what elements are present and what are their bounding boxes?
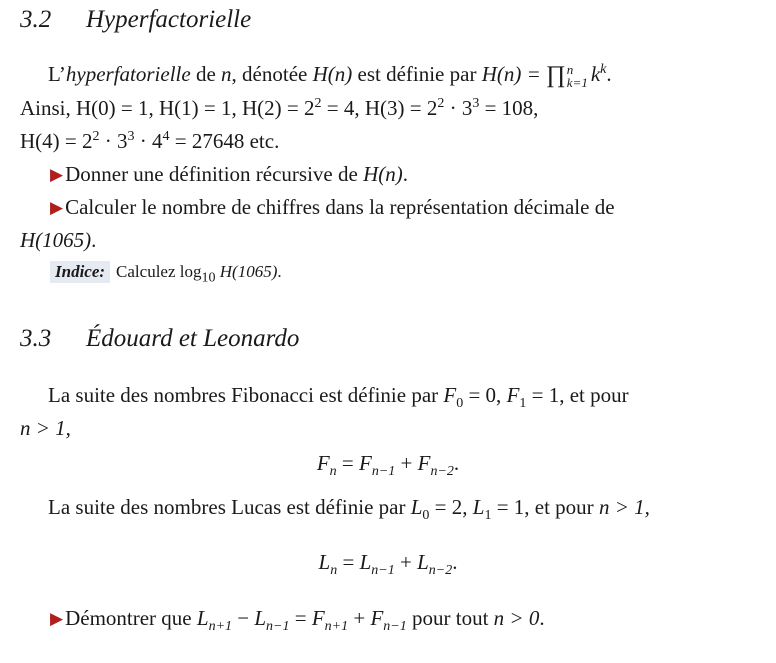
product-symbol: ∏ bbox=[546, 62, 566, 88]
text-fragment: est définie par bbox=[352, 62, 482, 86]
subscript: n−2 bbox=[428, 563, 453, 579]
text-fragment: Calculez log bbox=[116, 262, 202, 281]
exponent: 2 bbox=[437, 96, 445, 111]
text-fragment: . bbox=[606, 62, 612, 86]
product-upper-limit: n bbox=[566, 62, 574, 78]
triangle-bullet-icon: ▶ bbox=[50, 198, 64, 217]
text-fragment: · 4 bbox=[134, 129, 163, 153]
fibonacci-definition-line2 bbox=[20, 414, 71, 442]
math-L: L bbox=[196, 606, 209, 630]
text-fragment: Démontrer que bbox=[65, 606, 197, 630]
text-fragment: = 27648 etc. bbox=[169, 129, 280, 153]
product-term-exponent: k bbox=[600, 62, 607, 77]
subscript: n+1 bbox=[324, 619, 349, 635]
triangle-bullet-icon: ▶ bbox=[50, 609, 64, 628]
subscript: n bbox=[330, 563, 338, 579]
text-fragment: . bbox=[539, 606, 545, 630]
subscript: n−1 bbox=[266, 619, 290, 635]
subscript: n−2 bbox=[430, 464, 454, 480]
subscript: 0 bbox=[456, 396, 464, 412]
text-fragment: · 3 bbox=[99, 129, 128, 153]
section-title-text: Édouard et Leonardo bbox=[86, 325, 300, 352]
math-condition: n > 1, bbox=[598, 495, 650, 519]
text-fragment: Calculer le nombre de chiffres dans la représentation décimale de bbox=[65, 195, 615, 219]
math-formula-lhs: H(n) = bbox=[481, 62, 547, 86]
plus-sign: + bbox=[348, 606, 371, 630]
task-digit-count-line2 bbox=[20, 226, 96, 254]
text-fragment: . bbox=[91, 228, 97, 252]
text-fragment: La suite des nombres Lucas est définie par bbox=[48, 495, 411, 519]
math-condition: n > 1, bbox=[20, 416, 71, 440]
math-condition: n > 0 bbox=[493, 606, 540, 630]
log-base: 10 bbox=[201, 270, 216, 286]
text-fragment: H(4) = 2 bbox=[20, 129, 93, 153]
section-3-3-title bbox=[20, 323, 299, 355]
task-recursive-definition bbox=[50, 160, 408, 190]
text-fragment: . bbox=[402, 162, 408, 186]
text-fragment: pour tout bbox=[406, 606, 494, 630]
exponent: 3 bbox=[472, 96, 480, 111]
task-prove-identity bbox=[50, 604, 545, 634]
math-L: L bbox=[359, 550, 372, 574]
subscript: 1 bbox=[519, 396, 527, 412]
product-term: k bbox=[590, 62, 601, 86]
lucas-recurrence-equation bbox=[0, 548, 776, 579]
hyperfactorial-examples-line2 bbox=[20, 94, 538, 122]
term-hyperfatorielle: hyperfatorielle bbox=[65, 62, 191, 86]
equals-sign: = bbox=[337, 550, 360, 574]
text-fragment: . bbox=[277, 262, 282, 281]
text-fragment: . bbox=[452, 550, 458, 574]
math-L: L bbox=[318, 550, 331, 574]
math-F: F bbox=[417, 451, 431, 475]
minus-sign: − bbox=[232, 606, 255, 630]
subscript: n−1 bbox=[371, 563, 395, 579]
product-limits bbox=[567, 63, 588, 89]
math-H1065: H(1065) bbox=[20, 228, 92, 252]
equals-sign: = bbox=[336, 451, 359, 475]
section-number: 3.2 bbox=[20, 6, 52, 33]
text-fragment: = 2, bbox=[429, 495, 473, 519]
hint bbox=[50, 261, 282, 286]
math-H1065: H(1065) bbox=[215, 262, 278, 281]
text-fragment: · 3 bbox=[444, 96, 473, 120]
subscript: 0 bbox=[422, 508, 430, 524]
text-fragment: , dénotée bbox=[231, 62, 313, 86]
exponent: 4 bbox=[162, 129, 170, 144]
section-number: 3.3 bbox=[20, 325, 52, 352]
text-fragment: = 108, bbox=[479, 96, 539, 120]
subscript: n bbox=[329, 464, 337, 480]
lucas-definition bbox=[48, 493, 650, 524]
exponent: 2 bbox=[92, 129, 100, 144]
text-fragment: Donner une définition récursive de bbox=[65, 162, 364, 186]
product-lower-limit: k=1 bbox=[566, 75, 588, 91]
subscript: 1 bbox=[484, 508, 492, 524]
text-fragment: = 1, et pour bbox=[526, 383, 629, 407]
text-fragment: = 1, et pour bbox=[491, 495, 599, 519]
math-L: L bbox=[472, 495, 485, 519]
math-n: n bbox=[221, 62, 232, 86]
math-L: L bbox=[410, 495, 423, 519]
exponent: 2 bbox=[314, 96, 322, 111]
hyperfactorial-definition-line1 bbox=[48, 60, 612, 89]
task-digit-count bbox=[50, 193, 615, 223]
text-fragment: Ainsi, H(0) = 1, H(1) = 1, H(2) = 2 bbox=[20, 96, 315, 120]
exponent: 3 bbox=[127, 129, 135, 144]
section-3-2-title bbox=[20, 4, 251, 36]
math-L: L bbox=[254, 606, 267, 630]
math-F: F bbox=[443, 383, 457, 407]
math-L: L bbox=[417, 550, 429, 574]
subscript: n−1 bbox=[383, 619, 407, 635]
plus-sign: + bbox=[395, 451, 418, 475]
text-fragment: = 0, bbox=[463, 383, 507, 407]
math-F: F bbox=[316, 451, 330, 475]
text-fragment: = 4, H(3) = 2 bbox=[321, 96, 438, 120]
plus-sign: + bbox=[394, 550, 418, 574]
triangle-bullet-icon: ▶ bbox=[50, 165, 64, 184]
math-F: F bbox=[311, 606, 325, 630]
subscript: n−1 bbox=[371, 464, 396, 480]
math-Hn: H(n) bbox=[363, 162, 403, 186]
hyperfactorial-examples-line3 bbox=[20, 127, 279, 155]
text-fragment: de bbox=[190, 62, 222, 86]
fibonacci-definition-line1 bbox=[48, 381, 629, 412]
text-fragment: La suite des nombres Fibonacci est définie par bbox=[48, 383, 444, 407]
math-F: F bbox=[359, 451, 372, 475]
hint-label: Indice: bbox=[50, 261, 110, 283]
math-Hn: H(n) bbox=[312, 62, 353, 86]
equals-sign: = bbox=[289, 606, 312, 630]
math-F: F bbox=[370, 606, 384, 630]
fibonacci-recurrence-equation bbox=[0, 449, 776, 480]
subscript: n+1 bbox=[208, 619, 233, 635]
text-fragment: . bbox=[453, 451, 460, 475]
text-fragment: L’ bbox=[48, 62, 66, 86]
section-title-text: Hyperfactorielle bbox=[86, 6, 252, 33]
math-F: F bbox=[506, 383, 520, 407]
